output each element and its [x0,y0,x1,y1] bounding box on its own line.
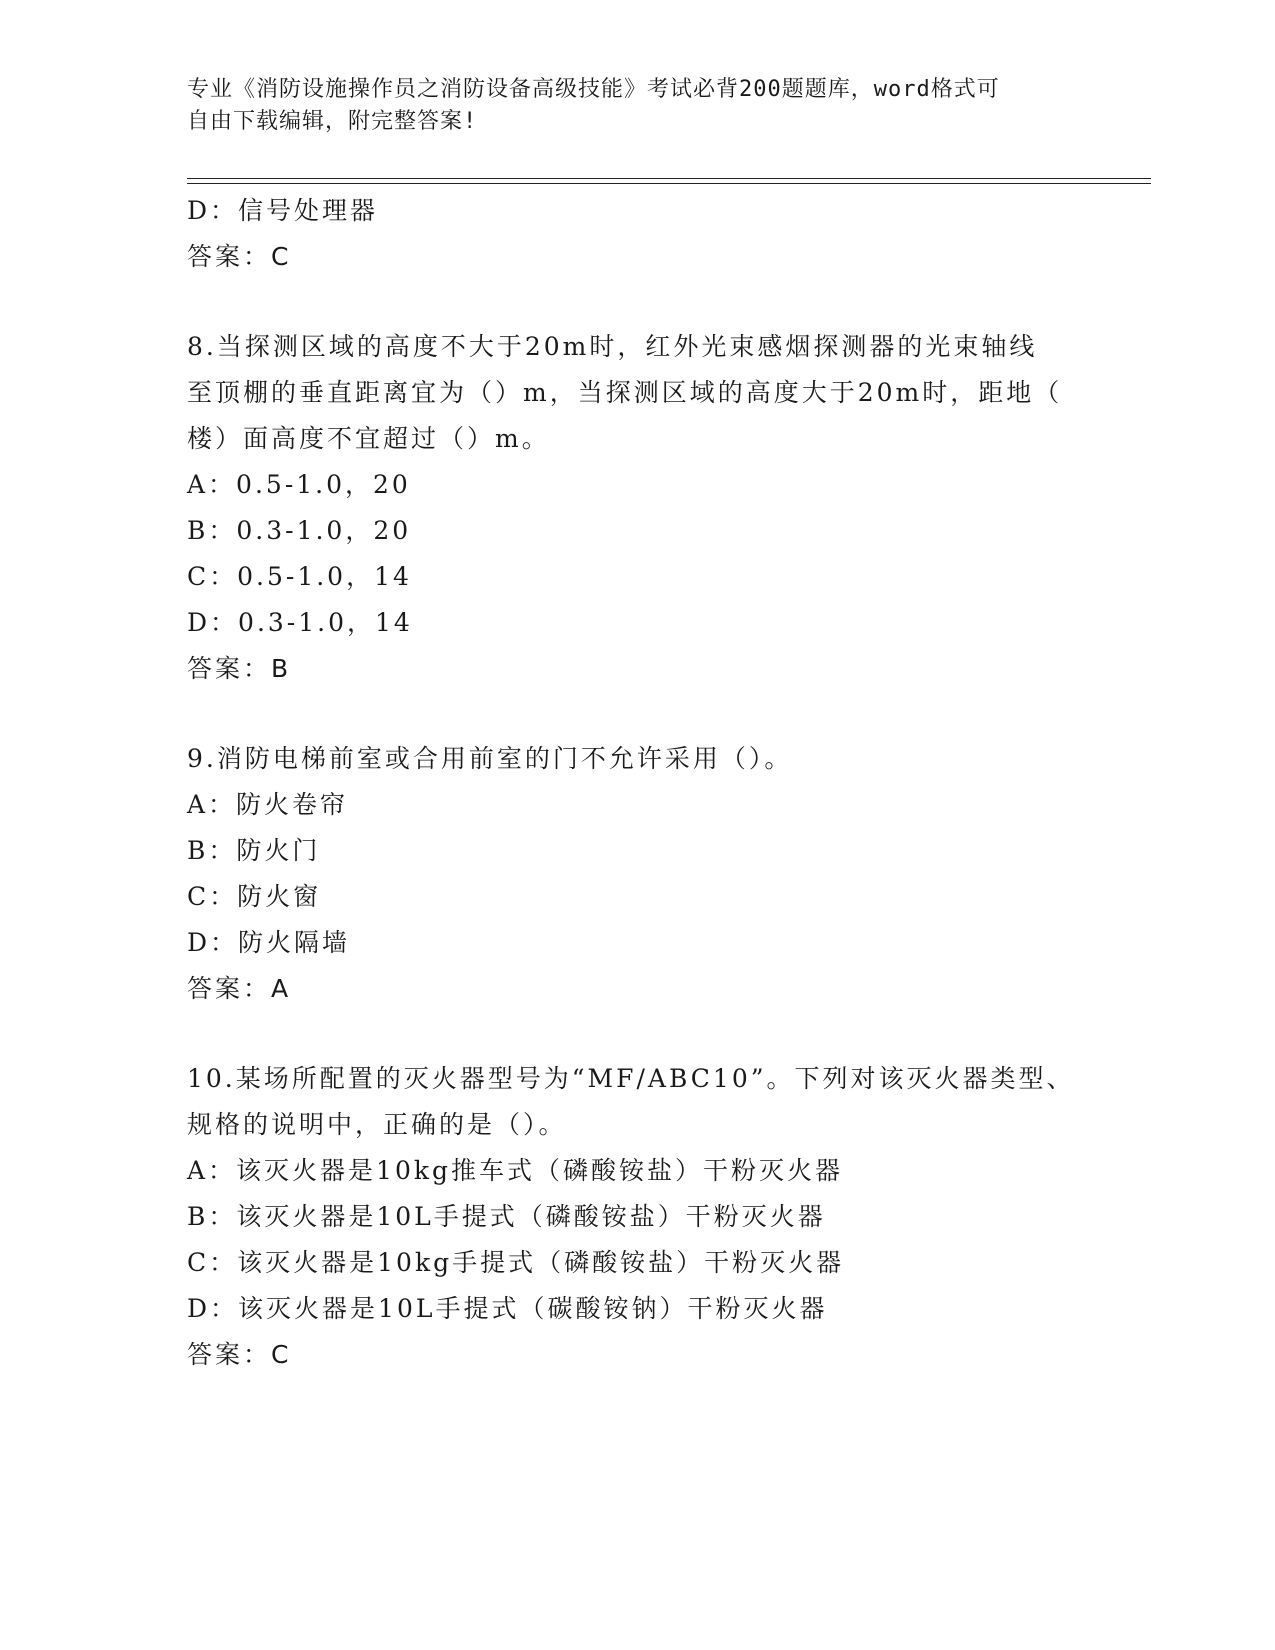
question-text-line-1: 9.消防电梯前室或合用前室的门不允许采用（）。 [187,744,793,773]
option-c: C：该灭火器是10kg手提式（磷酸铵盐）干粉灭火器 [187,1248,845,1277]
question-7-tail [187,188,1087,280]
answer: 答案：A [187,974,292,1003]
option-d: D：防火隔墙 [187,928,351,957]
spacer [187,280,1087,324]
option-b: B：防火门 [187,836,321,865]
option-d: D：0.3-1.0，14 [187,608,413,637]
spacer [187,692,1087,736]
header-rule-top [187,178,1151,179]
question-text-line-1: 8.当探测区域的高度不大于20m时，红外光束感烟探测器的光束轴线 [187,332,1038,361]
question-8 [187,324,1087,692]
spacer [187,1012,1087,1056]
answer: 答案：C [187,1340,292,1369]
option-b: B：该灭火器是10L手提式（磷酸铵盐）干粉灭火器 [187,1202,826,1231]
answer: 答案：C [187,242,292,271]
header-line-1: 专业《消防设施操作员之消防设备高级技能》考试必背200题题库，word格式可 [187,77,1000,102]
option-a: A：该灭火器是10kg推车式（磷酸铵盐）干粉灭火器 [187,1156,844,1185]
question-text-line-2: 规格的说明中，正确的是（）。 [187,1110,567,1139]
option-c: C：0.5-1.0，14 [187,562,412,591]
header-line-2: 自由下载编辑，附完整答案! [187,109,478,134]
header-rule-bottom [187,183,1151,184]
answer: 答案：B [187,654,292,683]
option-d: D：该灭火器是10L手提式（碳酸铵钠）干粉灭火器 [187,1294,828,1323]
page-header [187,74,1067,138]
question-text-line-2: 至顶棚的垂直距离宜为（）m，当探测区域的高度大于20m时，距地（ [187,378,1063,407]
option-a: A：0.5-1.0，20 [187,470,411,499]
question-text-line-1: 10.某场所配置的灭火器型号为“MF/ABC10”。下列对该灭火器类型、 [187,1064,1075,1093]
question-text-line-3: 楼）面高度不宜超过（）m。 [187,424,550,453]
page-content [187,188,1087,1378]
option-a: A：防火卷帘 [187,790,349,819]
option-d: D：信号处理器 [187,196,379,225]
option-c: C：防火窗 [187,882,322,911]
question-10 [187,1056,1087,1378]
question-9 [187,736,1087,1012]
option-b: B：0.3-1.0，20 [187,516,412,545]
